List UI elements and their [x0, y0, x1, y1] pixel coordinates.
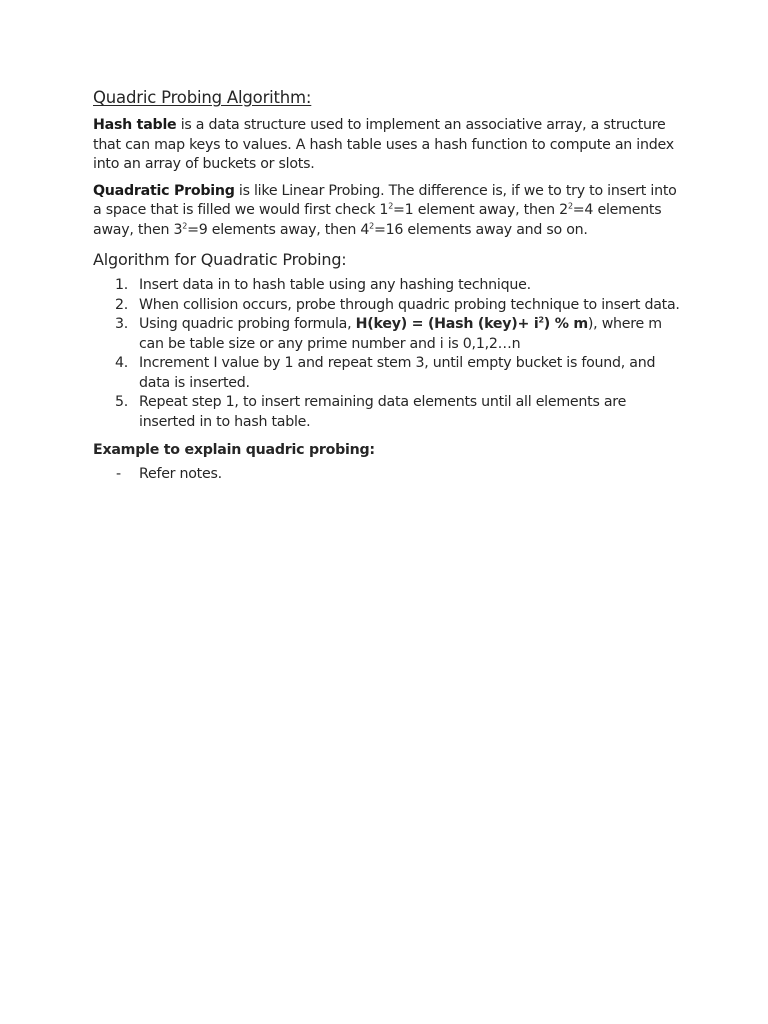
document-page	[93, 88, 683, 485]
dash-marker: -	[116, 466, 121, 482]
step-text-before: Using quadric probing formula,	[139, 316, 356, 332]
step-text-after: ), where m can be table size or any prime number and i is 0,1,2…n	[139, 316, 662, 352]
step-text: Increment I value by 1 and repeat stem 3, until empty bucket is found, and data is inserted.	[139, 355, 656, 391]
document-title: Quadric Probing Algorithm:	[93, 88, 312, 107]
step-text: Repeat step 1, to insert remaining data elements until all elements are inserted in to hash table.	[139, 394, 627, 430]
step-number: 3.	[115, 316, 129, 332]
list-item	[93, 296, 683, 316]
hash-table-paragraph	[93, 116, 683, 175]
step-number: 2.	[115, 296, 129, 313]
step-number: 5.	[115, 394, 129, 410]
algorithm-heading: Algorithm for Quadratic Probing:	[93, 250, 347, 269]
notes-list	[93, 465, 683, 485]
quadratic-text-4: =9 elements away, then 4	[187, 221, 370, 238]
quadratic-text-1: is like Linear Probing. The difference is, if we to try to insert into a space that is filled we would first check 1	[93, 182, 677, 218]
step-text: Insert data in to hash table using any hashing technique.	[139, 277, 531, 293]
step-number: 1.	[115, 277, 129, 293]
hash-table-definition: is a data structure used to implement an associative array, a structure that can map keys to values. A hash table uses a hash function to compute an index into an array of buckets or slots.	[93, 117, 674, 172]
example-heading: Example to explain quadric probing:	[93, 442, 375, 458]
probing-formula	[356, 316, 588, 332]
superscript: 2	[388, 201, 394, 211]
note-text: Refer notes.	[139, 466, 222, 482]
algorithm-steps-list	[93, 276, 683, 432]
quadratic-probing-term: Quadratic Probing	[93, 182, 235, 199]
step-text: When collision occurs, probe through quadric probing technique to insert data.	[139, 296, 680, 313]
quadratic-text-5: =16 elements away and so on.	[373, 221, 588, 238]
superscript: 2	[182, 220, 188, 230]
formula-part-2: ) % m	[543, 316, 588, 332]
list-item	[93, 354, 683, 393]
hash-table-term: Hash table	[93, 117, 177, 133]
quadratic-text-2: =1 element away, then 2	[393, 202, 568, 218]
superscript: 2	[369, 220, 374, 230]
superscript: 2	[567, 201, 573, 211]
list-item	[93, 393, 683, 432]
list-item	[93, 276, 683, 296]
formula-superscript: 2	[538, 315, 544, 325]
formula-part-1: H(key) = (Hash (key)+ i	[355, 316, 539, 332]
quadratic-probing-paragraph	[93, 182, 683, 241]
list-item	[93, 465, 683, 485]
list-item	[93, 315, 683, 354]
quadratic-text-3: =4 elements away, then 3	[93, 202, 662, 238]
step-number: 4.	[115, 355, 129, 371]
